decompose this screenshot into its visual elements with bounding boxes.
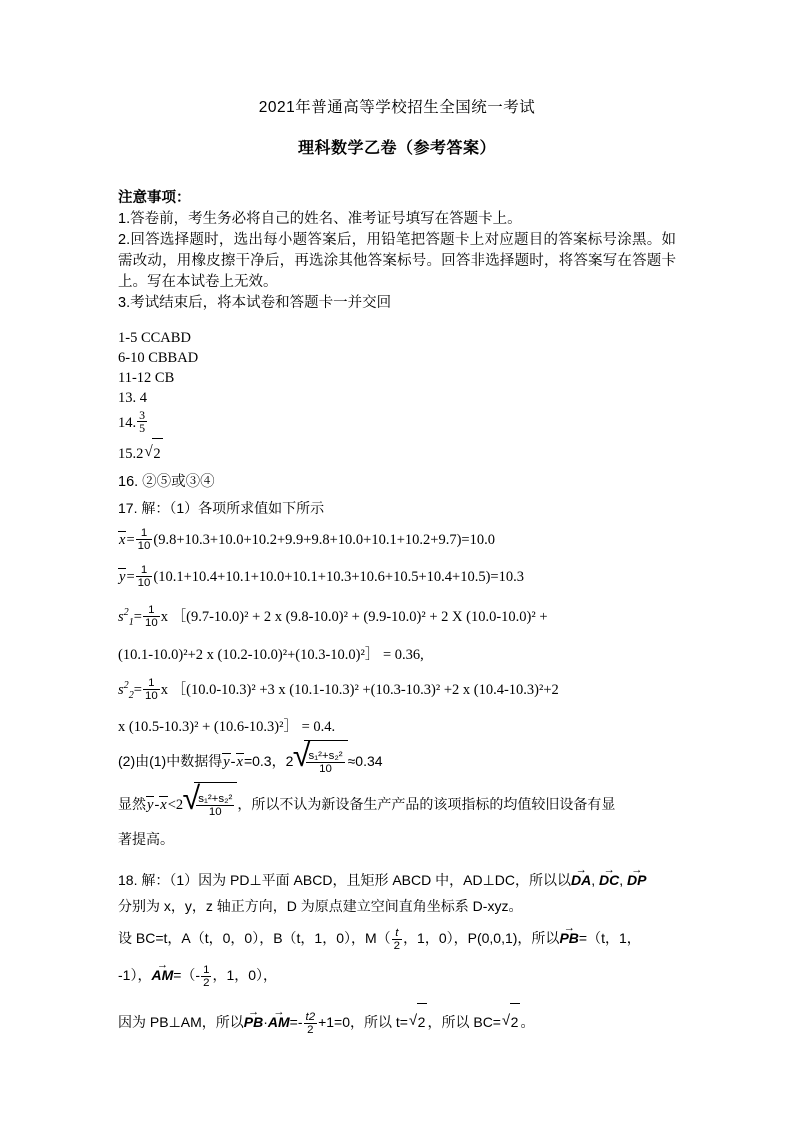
q17-s1-expr-b: (10.1-10.0)²+2 x (10.2-10.0)²+(10.3-10.0)²］ = 0.36, (118, 646, 424, 663)
equals-sign: = (126, 532, 135, 548)
s2-symbol (118, 679, 134, 701)
fraction-numerator: 1 (203, 963, 210, 976)
minus-sign: - (154, 797, 160, 814)
comma: , (591, 872, 600, 889)
spacer (118, 314, 676, 328)
document-body (118, 95, 676, 1040)
q17-s1-line-cont (118, 641, 676, 668)
sqrt-icon (144, 438, 162, 469)
answer-11-12: 11-12 CB (118, 370, 175, 386)
sqrt-icon (294, 740, 347, 781)
q17-conclusion-line2: 著提高。 (118, 831, 174, 848)
sqrt-icon (502, 1003, 520, 1040)
x-bar-symbol: x (160, 797, 167, 814)
fraction-denominator: 10 (196, 805, 234, 818)
sqrt-radicand: 2 (417, 1003, 428, 1040)
answer-14-label: 14. (118, 415, 137, 431)
q17-s1-line (118, 595, 676, 641)
q17-s2-line (118, 668, 676, 714)
q18-line2: 分别为 x，y，z 轴正方向，D 为原点建立空间直角坐标系 D-xyz。 (118, 898, 523, 915)
fraction-t-2 (392, 927, 402, 952)
vector-AM: → AM (268, 1003, 290, 1040)
exam-title-line2: 理科数学乙卷（参考答案） (297, 140, 496, 157)
fraction-numerator: 1 (140, 564, 148, 577)
q18-line3-b: ，1，0），P(0,0,1)，所以 (403, 930, 560, 947)
fraction-numerator: 3 (139, 407, 146, 422)
q18-line5-b: =- (289, 1014, 303, 1031)
fraction-1-10 (143, 677, 160, 702)
fraction-variance-sum-over-10 (196, 793, 234, 818)
equals-sign: = (133, 681, 142, 698)
fraction-t2-2 (304, 1011, 318, 1036)
q17-lead: 17. 解：（1）各项所求值如下所示 (118, 500, 325, 516)
answer-6-10: 6-10 CBBAD (118, 350, 199, 366)
q18-line3-a: 设 BC=t，A（t，0，0），B（t，1，0），M（ (118, 930, 391, 947)
fraction-denominator: 10 (144, 616, 158, 629)
s-letter: s (118, 681, 124, 698)
fraction-1-2 (201, 964, 211, 989)
answer-15-coefficient: 2 (136, 446, 144, 462)
answer-13: 13. 4 (118, 390, 147, 406)
q18-line5 (118, 1003, 676, 1040)
vector-DC: → DC (599, 866, 619, 893)
fraction-numerator: t2 (305, 1010, 316, 1023)
q17-part2-prefix: (2)由(1)中数据得 (118, 753, 223, 770)
q17-xbar-line (118, 521, 676, 558)
q17-part2-value: =0.3，2 (243, 753, 294, 770)
q17-part2-approx: ≈0.34 (347, 753, 383, 770)
fraction-3-5 (137, 409, 147, 435)
notice-item-2: 2.回答选择题时，选出每小题答案后，用铅笔把答题卡上对应题目的答案标号涂黑。如需改动，用橡皮擦干净后，再选涂其他答案标号。回答非选择题时，将答案写在答题卡上。写在本试卷上无效。 (118, 232, 676, 290)
fraction-denominator: 2 (203, 976, 210, 989)
answer-14 (118, 408, 676, 438)
less-than-2: <2 (167, 797, 184, 814)
fraction-denominator: 10 (137, 540, 151, 553)
q17-ybar-line (118, 558, 676, 595)
sqrt-radicand (194, 782, 237, 825)
q18-line5-d: ，所以 BC= (427, 1014, 501, 1031)
fraction-denominator: 2 (393, 939, 401, 952)
fraction-denominator: 10 (306, 762, 344, 775)
answer-15-label: 15. (118, 446, 137, 462)
sqrt-radicand: 2 (152, 438, 162, 469)
s1-symbol (118, 607, 134, 628)
s1-subscript: 1 (128, 616, 134, 628)
equals-sign: = (126, 569, 135, 585)
notice-heading: 注意事项： (118, 190, 191, 206)
fraction-denominator: 10 (137, 577, 151, 590)
y-bar-symbol: y (223, 754, 230, 771)
answer-16: 16. ②⑤或③④ (118, 474, 215, 490)
s2-subscript: 2 (128, 689, 134, 701)
sqrt-radicand (304, 740, 347, 781)
s1-superscript: 2 (123, 607, 129, 618)
q17-conclusion-line (118, 782, 676, 826)
fraction-1-10 (136, 564, 153, 589)
fraction-numerator: 1 (148, 603, 155, 616)
fraction-numerator: 1 (148, 676, 155, 689)
q18-line4-b: =（- (173, 967, 201, 984)
equals-sign: = (133, 608, 142, 625)
sqrt-radicand: 2 (510, 1003, 521, 1040)
vector-DA: → DA (571, 866, 591, 893)
q18-line3 (118, 919, 676, 956)
fraction-1-10 (136, 527, 153, 552)
comma: , (619, 872, 628, 889)
q18-line5-c: +1=0，所以 t= (318, 1014, 408, 1031)
fraction-denominator: 10 (144, 689, 158, 702)
fraction-denominator: 2 (304, 1023, 318, 1036)
fraction-numerator: t (395, 926, 399, 939)
notice-item-1: 1.答卷前，考生务必将自己的姓名、准考证号填写在答题卡上。 (118, 211, 522, 227)
fraction-1-10 (143, 604, 160, 629)
fraction-denominator: 5 (139, 421, 146, 436)
q17-s2-line-cont (118, 713, 676, 740)
y-bar-symbol: y (147, 797, 154, 814)
vector-DP: → DP (627, 866, 646, 893)
fraction-numerator: 1 (140, 527, 148, 540)
q17-s2-expr-a: x ［(10.0-10.3)² +3 x (10.1-10.3)² +(10.3-10.3)² +2 x (10.4-10.3)²+2 (160, 681, 559, 698)
notice-item-3: 3.考试结束后，将本试卷和答题卡一并交回 (118, 295, 392, 311)
q17-conclusion-tail: ，所以不认为新设备生产产品的该项指标的均值较旧设备有显 (237, 796, 616, 813)
exam-title-line1: 2021年普通高等学校招生全国统一考试 (258, 99, 536, 116)
sqrt-icon (184, 782, 237, 825)
q18-line4-c: ，1，0）， (212, 967, 278, 984)
answer-15 (118, 438, 676, 469)
vector-PB: → PB (244, 1003, 263, 1040)
q17-ybar-expression: (10.1+10.4+10.1+10.0+10.1+10.3+10.6+10.5+10.4+10.5)=10.3 (153, 569, 524, 585)
q17-s2-expr-b: x (10.5-10.3)² + (10.6-10.3)²］ = 0.4. (118, 719, 336, 736)
q18-line5-a: 因为 PB⊥AM，所以 (118, 1014, 244, 1031)
y-bar-symbol: y (119, 569, 126, 585)
sqrt-icon (409, 1003, 427, 1040)
dot-operator: · (263, 1014, 268, 1031)
q17-s1-expr-a: x ［(9.7-10.0)² + 2 x (9.8-10.0)² + (9.9-10.0)² + 2 X (10.0-10.0)² + (160, 608, 548, 625)
q18-line5-e: 。 (520, 1014, 535, 1031)
q18-line3-c: =（t，1， (578, 930, 641, 947)
s2-superscript: 2 (123, 679, 129, 691)
minus-sign: - (230, 754, 236, 771)
q18-line1-prefix: 18. 解：（1）因为 PD⊥平面 ABCD，且矩形 ABCD 中，AD⊥DC，所以以 (118, 872, 571, 889)
q17-conclusion-prefix: 显然 (118, 796, 146, 813)
fraction-variance-sum-over-10 (306, 750, 344, 775)
vector-PB: → PB (559, 919, 578, 956)
q17-part2-line (118, 740, 676, 782)
answer-1-5: 1-5 CCABD (118, 330, 191, 346)
q18-line4 (118, 956, 676, 993)
x-bar-symbol: x (119, 532, 126, 548)
fraction-numerator: √ s₁²+s₂² (198, 792, 233, 805)
x-bar-symbol: x (236, 754, 243, 771)
q18-line1 (118, 866, 676, 893)
fraction-numerator: √ s₁²+s₂² (308, 749, 343, 762)
q18-line4-a: -1）， (118, 967, 152, 984)
vector-AM: → AM (151, 956, 173, 993)
s-letter: s (118, 608, 124, 625)
q17-xbar-expression: (9.8+10.3+10.0+10.2+9.9+9.8+10.0+10.1+10.2+9.7)=10.0 (153, 532, 495, 548)
